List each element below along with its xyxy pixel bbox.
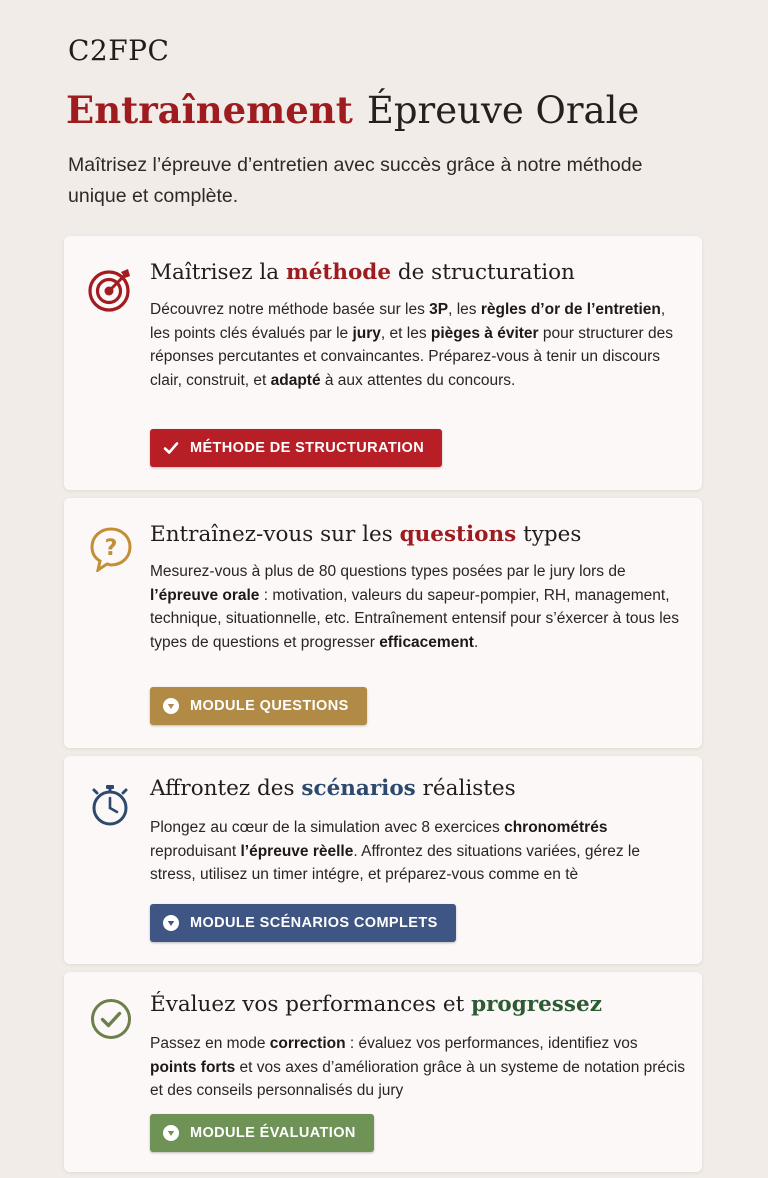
button-label: MODULE SCÉNARIOS COMPLETS bbox=[190, 915, 438, 931]
card-title-highlight: méthode bbox=[285, 260, 392, 285]
target-icon bbox=[88, 266, 134, 312]
module-evaluation-button[interactable] bbox=[150, 1114, 374, 1152]
card-evaluation bbox=[64, 972, 702, 1172]
brand-logo[interactable]: C2FPC bbox=[68, 34, 170, 67]
emphasis-text: pièges à éviter bbox=[430, 324, 539, 342]
emphasis-text: l’épreuve rèelle bbox=[240, 842, 354, 860]
svg-text:?: ? bbox=[104, 536, 118, 561]
card-questions bbox=[64, 498, 702, 748]
emphasis-text: règles d’or de l’entretien bbox=[480, 301, 661, 318]
card-description: Plongez au cœur de la simulation avec 8 exercices chronométrés reproduisant l’épreuve rèelle. Affrontez des situations variées, gérez le stress, utilisez un timer intégre, et préparez-vous comme en tè bbox=[150, 819, 640, 883]
emphasis-text: efficacement bbox=[379, 633, 474, 651]
button-label: MODULE QUESTIONS bbox=[190, 698, 349, 714]
card-description: Mesurez-vous à plus de 80 questions types posées par le jury lors de l’épreuve orale : motivation, valeurs du sapeur-pompier, RH, management, technique, situationnelle, etc. Entraînement entensif pour s’éxercer à tous les types de questions et progresser efficacement. bbox=[150, 563, 680, 651]
page-title-accent: Entraînement bbox=[66, 88, 353, 132]
module-scenarios-button[interactable] bbox=[150, 904, 456, 942]
card-title: Maîtrisez la méthode de structuration bbox=[150, 260, 575, 285]
card-scenarios bbox=[64, 756, 702, 964]
card-title-highlight: questions bbox=[399, 522, 517, 547]
button-label: MÉTHODE DE STRUCTURATION bbox=[190, 440, 425, 456]
card-title: Évaluez vos performances et progressez bbox=[150, 992, 602, 1017]
emphasis-text: jury bbox=[352, 324, 381, 342]
emphasis-text: adapté bbox=[270, 371, 321, 389]
button-label: MODULE ÉVALUATION bbox=[190, 1125, 356, 1141]
module-questions-button[interactable] bbox=[150, 687, 367, 725]
card-title: Entraînez-vous sur les questions types bbox=[150, 522, 582, 547]
emphasis-text: 3P bbox=[429, 301, 449, 318]
page-title-rest: Épreuve Orale bbox=[366, 89, 640, 132]
play-circle-icon bbox=[162, 697, 180, 715]
check-circle-icon bbox=[88, 996, 134, 1042]
card-title-highlight: scénarios bbox=[301, 776, 416, 801]
card-title-highlight: progressez bbox=[471, 992, 602, 1017]
emphasis-text: chronométrés bbox=[504, 819, 608, 836]
emphasis-text: l’épreuve orale bbox=[150, 586, 260, 604]
play-circle-icon bbox=[162, 914, 180, 932]
question-bubble-icon bbox=[88, 526, 134, 572]
emphasis-text: correction bbox=[269, 1035, 346, 1052]
card-description: Passez en mode correction : évaluez vos performances, identifiez vos points forts et vos axes d’amélioration grâce à un systeme de notation précis et des conseils personnalisés du jury bbox=[150, 1035, 685, 1099]
methode-structuration-button[interactable] bbox=[150, 429, 442, 467]
card-title: Affrontez des scénarios réalistes bbox=[150, 776, 516, 801]
stopwatch-icon bbox=[88, 782, 134, 828]
play-circle-icon bbox=[162, 1124, 180, 1142]
card-methode bbox=[64, 236, 702, 490]
page-title bbox=[66, 88, 639, 132]
page-subtitle: Maîtrisez l’épreuve d’entretien avec succès grâce à notre méthode unique et complète. bbox=[68, 154, 643, 207]
emphasis-text: points forts bbox=[150, 1058, 236, 1076]
check-icon bbox=[162, 439, 180, 457]
card-description: Découvrez notre méthode basée sur les 3P, les règles d’or de l’entretien, les points clés évalués par le jury, et les pièges à éviter pour structurer des réponses percutantes et convaincantes. Préparez-vous à tenir un discours clair, construit, et adapté à aux attentes du concours. bbox=[150, 301, 673, 389]
